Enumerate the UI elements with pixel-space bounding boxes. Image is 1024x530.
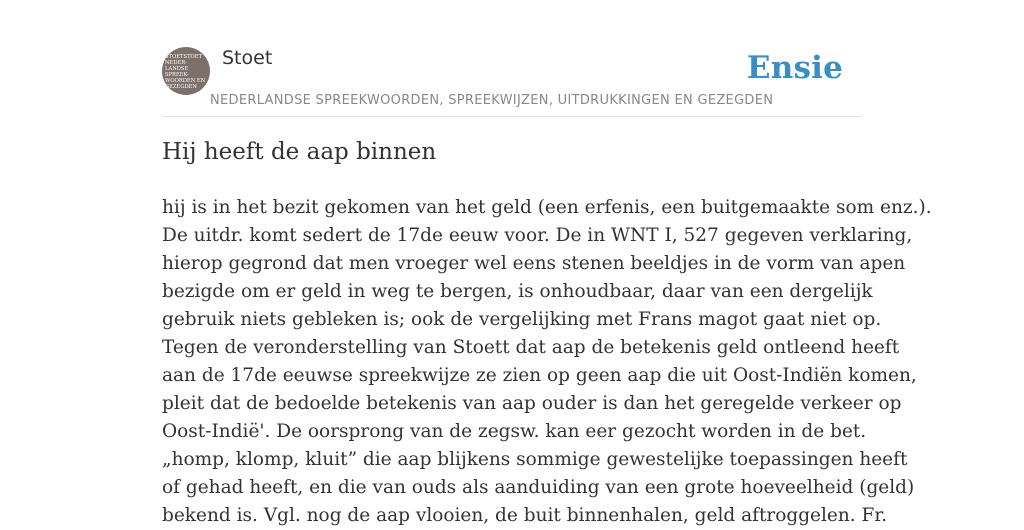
avatar[interactable] [162,47,210,95]
body-line: bekend is. Vgl. nog de aap vlooien, de buit binnenhalen, geld aftroggelen. Fr. [162,505,888,526]
body-line: hij is in het bezit gekomen van het geld (een erfenis, een buitgemaakte som enz.). [162,197,932,218]
page-title: Hij heeft de aap binnen [162,139,437,165]
body-line: Oost-Indië'. De oorsprong van de zegsw. kan eer gezocht worden in de bet. [162,421,867,442]
body-line: of gehad heeft, en die van ouds als aanduiding van een grote hoeveelheid (geld) [162,477,915,498]
header [162,44,862,117]
brand-logo[interactable]: Ensie [746,50,843,86]
source-subtitle[interactable]: NEDERLANDSE SPREEKWOORDEN, SPREEKWIJZEN, UITDRUKKINGEN EN GEZEGDEN [210,93,774,108]
avatar-text: STOETSTOET NEDER- LANDSE SPREEK- WOORDEN EN GEZEGDEN [165,54,206,90]
author-name[interactable]: Stoet [222,47,273,69]
body-line: pleit dat de bedoelde betekenis van aap ouder is dan het geregelde verkeer op [162,393,902,414]
body-line: Tegen de veronderstelling van Stoett dat aap de betekenis geld ontleend heeft [162,337,900,358]
body-line: gebruik niets gebleken is; ook de vergelijking met Frans magot gaat niet op. [162,309,882,330]
body-line: „homp, klomp, kluit” die aap blijkens sommige gewestelijke toepassingen heeft [162,449,908,470]
article-body [162,194,932,530]
body-line: De uitdr. komt sedert de 17de eeuw voor. De in WNT I, 527 gegeven verklaring, [162,225,913,246]
body-line: hierop gegrond dat men vroeger wel eens stenen beeldjes in de vorm van apen [162,253,906,274]
body-line: bezigde om er geld in weg te bergen, is onhoudbaar, daar van een dergelijk [162,281,873,302]
body-line: aan de 17de eeuwse spreekwijze ze zien op geen aap die uit Oost-Indiën komen, [162,365,917,386]
